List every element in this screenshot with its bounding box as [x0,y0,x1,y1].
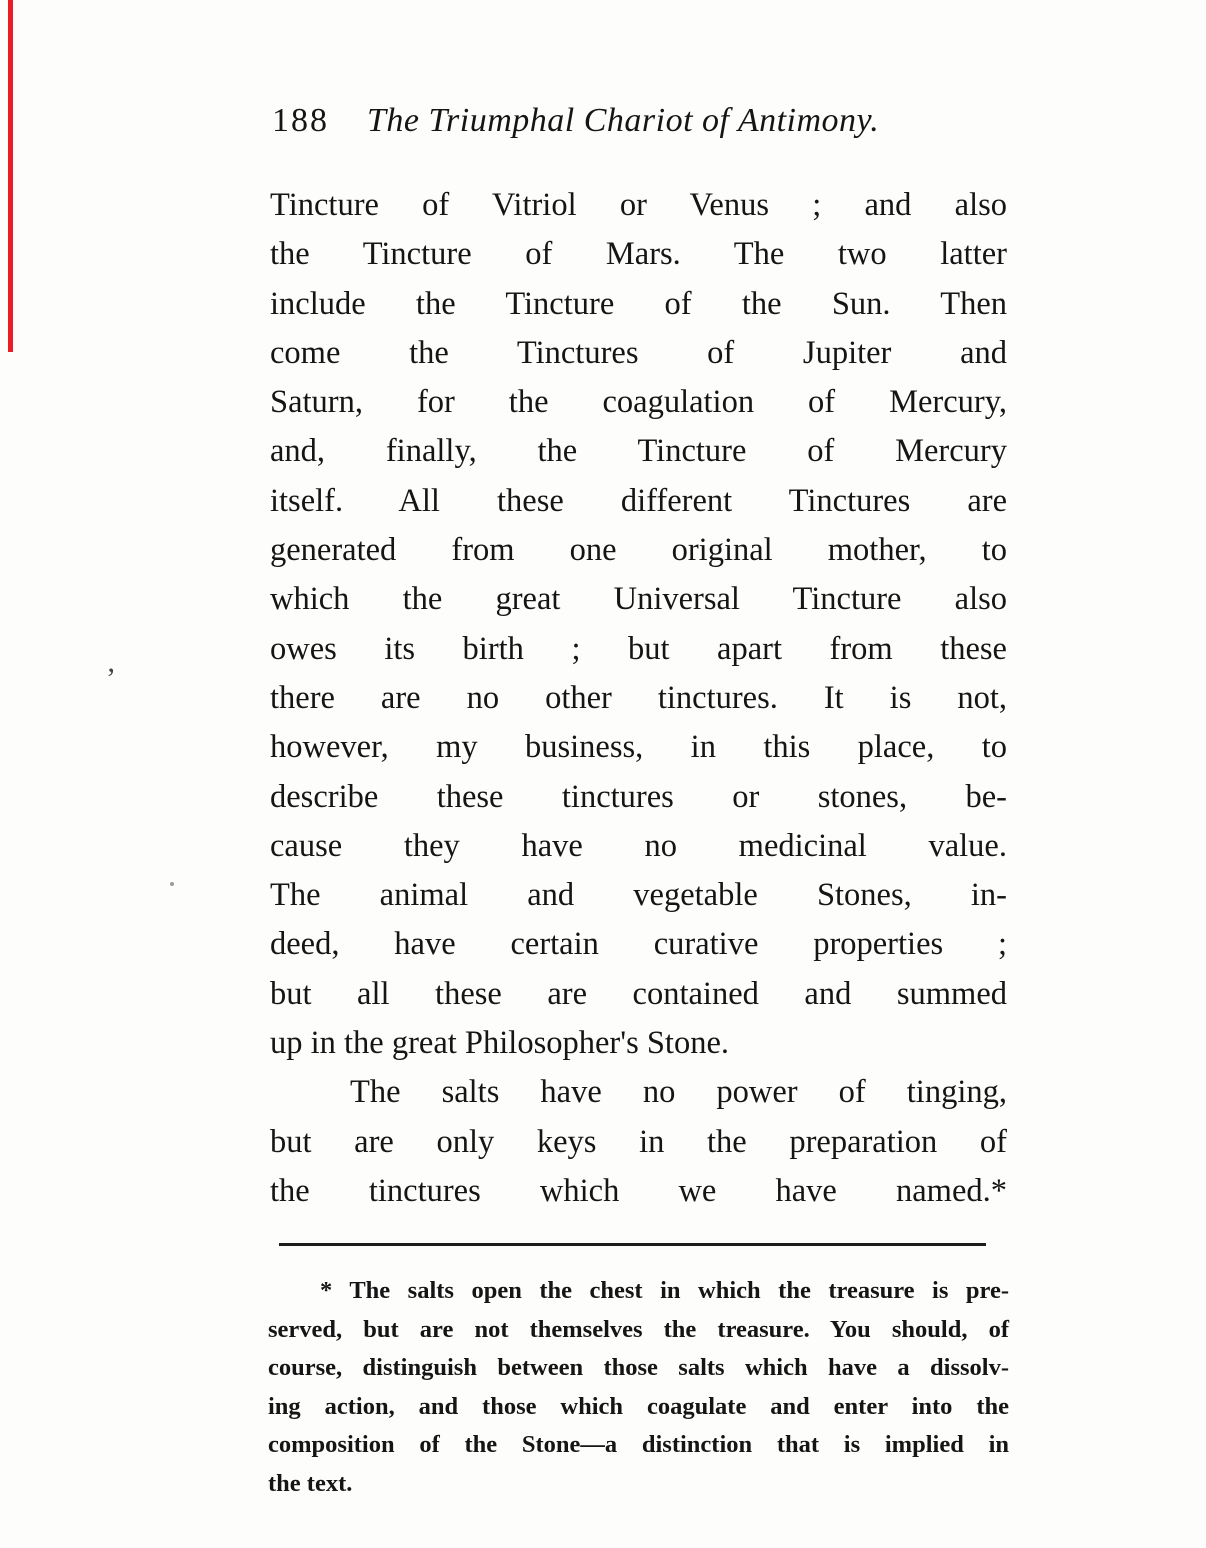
scan-artifact-dot [170,882,174,886]
scan-artifact-red-stripe [8,0,13,352]
text-line: generated from one original mother, to [270,532,1007,569]
text-line: but all these are contained and summed [270,975,1007,1012]
footnote-line: ing action, and those which coagulate and enter into the [268,1392,1009,1420]
text-line: the tinctures which we have named.* [270,1172,1007,1209]
footnote-line: * The salts open the chest in which the treasure is pre- [320,1277,1009,1304]
footnote-line-end: the text. [268,1469,353,1497]
footnote-line: course, distinguish between those salts which have a dissolv- [268,1354,1009,1381]
footnote-line: composition of the Stone—a distinction that is implied in [268,1431,1009,1458]
text-line: which the great Universal Tincture also [270,581,1007,618]
running-title: The Triumphal Chariot of Antimony. [367,102,880,139]
scan-artifact-stray-mark: ’ [106,662,116,695]
text-line: include the Tincture of the Sun. Then [270,285,1007,322]
footnote-divider-rule [279,1243,986,1246]
text-line: describe these tinctures or stones, be- [270,778,1007,815]
text-line: Tincture of Vitriol or Venus ; and also [270,187,1007,223]
text-line: deed, have certain curative properties ; [270,926,1007,963]
text-line-paragraph-start: The salts have no power of tinging, [350,1074,1007,1111]
text-line: Saturn, for the coagulation of Mercury, [270,384,1007,421]
page-header [272,102,1009,140]
text-line: the Tincture of Mars. The two latter [270,236,1007,273]
footnote [268,1272,1009,1503]
text-line: owes its birth ; but apart from these [270,630,1007,667]
text-line: and, finally, the Tincture of Mercury [270,433,1007,470]
text-line: come the Tinctures of Jupiter and [270,334,1007,371]
footnote-line: served, but are not themselves the treasure. You should, of [268,1315,1009,1343]
text-line: itself. All these different Tinctures are [270,482,1007,519]
page-number: 188 [272,102,329,139]
text-line: however, my business, in this place, to [270,729,1007,766]
text-line: The animal and vegetable Stones, in- [270,877,1007,914]
text-line: there are no other tinctures. It is not, [270,679,1007,716]
body-text [270,181,1007,1216]
text-line: cause they have no medicinal value. [270,827,1007,864]
text-line-paragraph-end: up in the great Philosopher's Stone. [270,1025,729,1062]
text-line: but are only keys in the preparation of [270,1123,1007,1160]
